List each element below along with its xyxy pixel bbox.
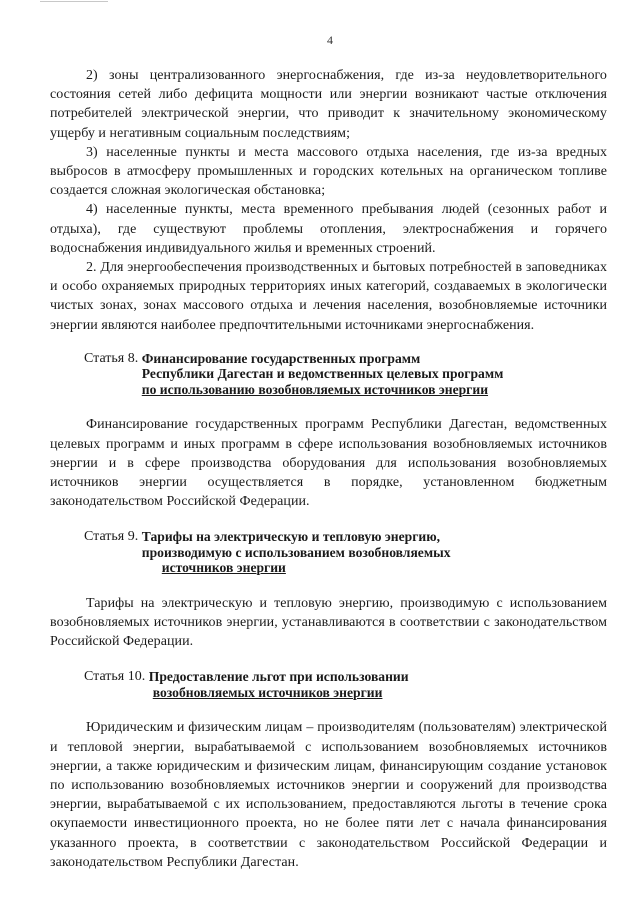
article-10-title-line-2: возобновляемых источников энергии bbox=[152, 684, 383, 700]
article-9-title-line-1: Тарифы на электрическую и тепловую энергию, bbox=[141, 529, 441, 545]
paragraph-item-4: 4) населенные пункты, места временного пребывания людей (сезонных работ и отдыха), где существуют проблемы отопления, электроснабжения и горячего водоснабжения индивидуального жилья и временных строений. bbox=[50, 202, 607, 256]
article-9-heading bbox=[84, 529, 607, 576]
article-8-title-line-2: Республики Дагестан и ведомственных целевых программ bbox=[141, 366, 504, 382]
article-9-title-line-2: производимую с использованием возобновляемых bbox=[141, 544, 451, 560]
article-8-number: Статья 8. bbox=[84, 350, 142, 366]
article-10-title-line-1: Предоставление льгот при использовании bbox=[148, 669, 409, 685]
article-9-title bbox=[142, 529, 451, 576]
scan-artifact-line bbox=[40, 1, 108, 2]
article-9-number: Статья 9. bbox=[84, 529, 142, 545]
article-9-text: Тарифы на электрическую и тепловую энергию, производимую с использованием возобновляемых источников энергии, устанавливаются в соответствии с законодательством Российской Федерации. bbox=[50, 595, 607, 650]
page-number: 4 bbox=[327, 33, 333, 47]
paragraph-part-2: 2. Для энергообеспечения производственных и бытовых потребностей в заповедниках и особо охраняемых природных территориях иных категорий, создаваемых в экологически чистых зонах, зонах массового отдыха и лечения населения, возобновляемые источники энергии являются наиболее предпочтительными источниками энергоснабжения. bbox=[50, 260, 607, 333]
article-10-number: Статья 10. bbox=[84, 669, 149, 685]
paragraph-item-3: 3) населенные пункты и места массового отдыха населения, где из-за вредных выбросов в атмосферу промышленных и городских котельных на органическом топливе создается сложная экологическая обстановка; bbox=[50, 144, 607, 199]
article-10-title bbox=[149, 669, 409, 700]
article-10-text: Юридическим и физическим лицам – производителям (пользователям) электрической и тепловой энергии, вырабатываемой с использованием возобновляемых источников энергии, а также юридическим и физическим лицам, финансирующим создание установок по использованию возобновляемых источников энергии и сооружений для производства энергии, вырабатываемой с их использованием, предоставляются льготы в течение срока окупаемости инвестиционного проекта, но не более пяти лет с начала финансирования указанного проекта, в соответствии с законодательством Российской Федерации и законодательством Республики Дагестан. bbox=[50, 720, 607, 870]
article-10-heading bbox=[84, 669, 607, 700]
article-9-title-line-3: источников энергии bbox=[161, 560, 286, 576]
document-body bbox=[50, 66, 607, 872]
paragraph-item-2: 2) зоны централизованного энергоснабжения, где из-за неудовлетворительного состояния сетей либо дефицита мощности или энергии возникают частые отключения потребителей электрической энергии, что приводит к значительному экономическому ущербу и негативным социальным последствиям; bbox=[50, 68, 607, 141]
article-8-heading bbox=[84, 351, 607, 398]
article-8-text: Финансирование государственных программ Республики Дагестан, ведомственных целевых программ и иных программ в сфере использования возобновляемых источников энергии и в сфере производства оборудования для использования возобновляемых источников энергии осуществляется в порядке, установленном бюджетным законодательством Российской Федерации. bbox=[50, 417, 607, 510]
article-8-title-line-3: по использованию возобновляемых источников энергии bbox=[141, 381, 489, 397]
article-8-title-line-1: Финансирование государственных программ bbox=[141, 350, 421, 366]
article-8-title bbox=[142, 351, 504, 398]
